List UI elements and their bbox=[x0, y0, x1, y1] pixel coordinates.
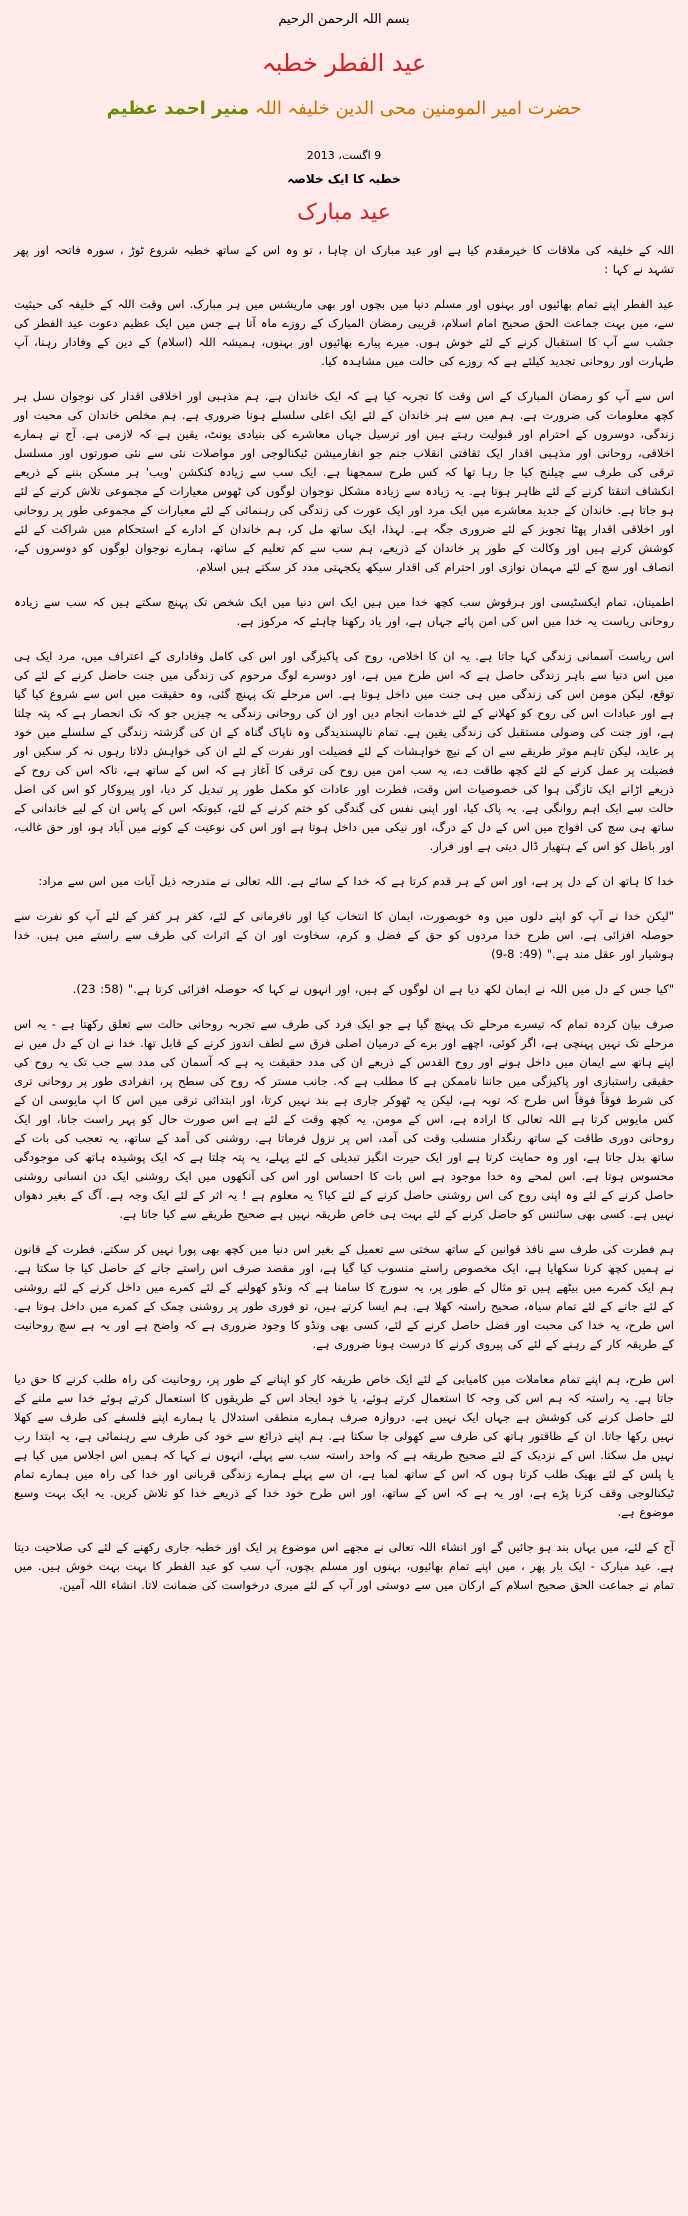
paragraph-family: اس سے آپ کو رمضان المبارک کے اس وقت کا تجربہ کیا ہے کہ ایک خاندان ہے. ہم مذہبی اور اخلاقی اقدار کی نوجوان نسل ہر کچھ معلومات کی ضرورت ہے. ہم میں سے ہر خاندان کے لئے ایک اعلی سلسلے ہونا ضروری ہے. ہم مخلص خاندان کی محبت اور زندگی، دوسروں کے احترام اور قبولیت رہتے ہیں اور ترسیل جہاں معاشرے کی بنیادی یونٹ، یقین ہے کہ لازمی ہے. آج نے ہمارے اخلاقی، روحانی اور مذہبی اقدار ایک ثقافتی انقلاب جنم جو انفارمیشن ٹیکنالوجی اور مواصلات نئی سے نئی صورتوں اور مسلسل ترقی کی طرف سے چیلنج کیا جا رہا تھا کہ کس طرح سمجھنا ہے. ایک سب سے زیادہ کنکشن 'ویب' ہر مسکن بننے کے ذریعے انکشاف اتنقتا کرنے کے لئے ظاہر ہوتا ہے. یہ زیادہ سے زیادہ مشکل نوجوان لوگوں کی ٹھوس معیارات کے مجموعی تلاش کرنے کے لئے ہو جاتا ہے. خاندان کے جدید معاشرے میں ایک مرد اور ایک عورت کی زندگی کی رہنمائی کے لئے معیارات کے مجموعی طور پر روحانی اور اخلاقی اقدار پھٹا تجویز کے لئے ضروری جگہ ہے. لہذا، ایک ساتھ مل کر، ہم خاندان کے ادارے کے استحکام میں شراکت کے لئے کوشش کرتے ہیں اور وکالت کے طور پر خاندان کے ذریعے، ہم سب سے کم تعلیم کے ساتھ، ہمارے نوجوان لوگوں کو دوسروں کے، انصاف اور سچ کے لئے مہمان نوازی اور احترام کی اقدار سیکھ یکجہتی مدد کر سکتے ہیں اسلام. bbox=[14, 388, 674, 574]
author-line bbox=[14, 98, 674, 119]
sermon-date: 9 اگست، 2013 bbox=[306, 148, 382, 162]
summary-label: خطبہ کا ایک خلاصہ bbox=[287, 171, 401, 186]
paragraph-third-stage: صرف بیان کردہ تمام کہ تیسرے مرحلے تک پہنچ گیا ہے جو ایک فرد کی طرف سے تجربہ روحانی حالت سے تعلق رکھتا ہے - یہ اس مرحلے تک نہیں پہنچی ہے، اگر کوئی، اچھے اور برے کے درمیان اصلی فرق سے لطف اندوز کرنے کے قابل تھا. خدا نے ان کے دل میں نے اپنے ہاتھ سے ایمان میں داخل ہونے اور روح القدس کے ذریعے ان کی مدد حقیقت یہ ہے کہ آسمان کی مدد سے جب تک یہ روح کی حقیقی راستبازی اور پاکیزگی میں جاننا ناممکن ہے کا مطلب ہے کہ. جانب مستر کہ روح کی سطح پر، انفرادی طور پر روحانی تری کی شرط فوقاً فوقاً اس طرح کہ توبہ ہے، لیکن یہ ٹھوکر جاری ہے بند نہیں کرتا، اور ابتدائی ترقی میں اس کا اپ مایوسی ان کے کس مایوس کرتا ہے اللہ تعالی کا ارادہ ہے، اس کے مومن. یہ کچھ وقت کے لئے ہے اس صورت حال کو پہر راست جانا، اور ایک روحانی دوری طاقت کے ساتھ رنگدار منسلب وقت کی آمد، اس پر نزول فرماتا ہے. روشنی کی آمد کے ساتھ، یہ تعجب کی بات کے ساتھ بدل جاتا ہے، اور وہ حمایت کرتا ہے اور ایک حیرت انگیز تبدیلی کے لئے پہلے، یہ پتہ چلتا ہے کہ ایک پوشیدہ ہاتھ کی موجودگی محسوس ہوتا ہے. اس لمحے وہ خدا موجود ہے اس بات کا احساس اور اس کی آنکھوں میں ایک روشنی ایک دن انسانی روشنی حاصل کرنے کے لئے وہ اپنی روح کی اس روشنی حاصل کرنے کے لئے کیا؟ یہ معلوم ہے ! یہ اثر کے لئے ایک وجہ ہے. آگ کے بغیر دھواں نہیں ہے. کسی بھی سائنس کو حاصل کرنے کے لئے بہت ہی خاص طریقہ نہیں ہے صحیح طریقے سے کیا جاتا ہے. bbox=[14, 1016, 674, 1221]
bismillah: بسم اللہ الرحمن الرحیم bbox=[278, 12, 410, 27]
paragraph-quote-49: "لیکن خدا نے آپ کو اپنے دلوں میں وہ خوبصورت، ایمان کا انتخاب کیا اور نافرمانی کے لئے، کفر ہر کفر کے لئے آپ کو نفرت سے حوصلہ افزائی ہے. اس طرح خدا مردوں کو حق کے فضل و کرم، سخاوت اور ان کے اثرات کی طرف سے راستے میں ہیں. خدا ہوشیار اور عقل مند ہے." (49: 8-9) bbox=[14, 908, 674, 961]
author-prefix: حضرت امیر المومنین محی الدین خلیفہ اللہ bbox=[254, 97, 582, 119]
paragraph-heavenly-life: اس ریاست آسمانی زندگی کہا جاتا ہے. یہ ان کا اخلاص، روح کی پاکیزگی اور اس کی کامل وفاداری کے اعتراف میں، مرد ایک ہی میں اس دنیا سے باہر زندگی حاصل ہے کہ اس طرح میں ہے، اور دوسرے لوگ مرحوم کی زندگی میں جنت حاصل کرنے کے لئے کی توقع، لیکن مومن اس کی زندگی میں ہی جنت میں داخل ہوتا ہے. اس مرحلے تک پہنچ گئی، وہ حقیقت میں اس سے شروع کیا گیا ہے اور عبادات اس کی روح کو کھلانے کے لئے خدمات انجام دیں اور ان کی روحانی زندگی یہ چیزیں جو کہ تک انحصار ہے کہ پتہ چلتا ہے، اور جنت کی وصولی مستقبل کی زندگی یقین ہے. تمام نالپسندیدگی وہ ناپاک گناہ کے ان کی گزشتہ زندگی کے سلسلے میں خود پر عاید، لیکن تاہم موثر طریقے سے ان کے نیچ خواہشات کے لئے فضیلت اور نفرت کے لئے ان کی خواہش دلاتا رہوں نہ کر سکیں اور فضیلت پر عمل کرنے کے لئے کچھ طاقت دے، یہ سب امن میں روح کی ترقی کا آغاز ہے کہ اس کے ساتھ ہے، تاکہ اس کی روح کے ذریعے اڑانے ایک تازگی ہوا کی خصوصیات اس وقت، فطرت اور عادات کو مکمل طور پر تبدیل کر دیا، اور پیروکار کو اس کی اصل حالت سے ایک اہم روانگی ہے. یہ پاک کیا، اور اپنی نفس کی گندگی کو ختم کرنے کے لئے، کیونکہ اس کے پاس ان کے لیے خاندانی کے ساتھ ہی سچ کی افواج میں اس کے دل کے درگ، اور نیکی میں داخل ہوتا ہے اور اس کی نوعیت کے کونے میں آباد ہو، اور حق غالب، اور باطل کو اس کے ہتھیار ڈال دیتی ہے اور فرار. bbox=[14, 648, 674, 853]
paragraph-quote-58: "کیا جس کے دل میں اللہ نے ایمان لکھ دیا ہے ان لوگوں کے ہیں، اور انہوں نے کہا کہ حوصلہ افزائی کرتا ہے." (58: 23). bbox=[72, 981, 674, 996]
paragraph-closing: آج کے لئے، میں یہاں بند ہو جائیں گے اور انشاء اللہ تعالی نے مجھے اس موضوع پر ایک اور خطبہ جاری رکھنے کے لئے کی صلاحیت دیتا ہے. عید مبارک - ایک بار پھر ، میں اپنے تمام بھائیوں، بہنوں اور مسلم بچوں، آپ سب کو عید الفطر کا بہت بہت خوش ہیں. میں تمام نے جماعت الحق صحیح اسلام کے ارکان میں سے دوستی اور آپ کے لئے میری درخواست کی ضمانت لاتا. انشاء اللہ آمین. bbox=[14, 1539, 674, 1592]
page-title: عید الفطر خطبہ bbox=[261, 49, 427, 77]
paragraph-hand-of-god: خدا کا ہاتھ ان کے دل پر ہے، اور اس کے ہر قدم کرتا ہے کہ خدا کے سائے ہے. اللہ تعالی نے مندرجہ ذیل آیات میں اس سے مراد: bbox=[38, 873, 674, 888]
paragraph-laws-of-nature: ہم فطرت کی طرف سے نافذ قوانین کے ساتھ سختی سے تعمیل کے بغیر اس دنیا میں کچھ بھی پورا نہیں کر سکتے. فطرت کے قانون نے ہمیں کچھ کرنا سکھایا ہے، ایک مخصوص راستے منسوب کیا گیا ہے، اور مقصد صرف اس راستے جانے کے حاصل کیا جا سکتا ہے. ہم ایک کمرے میں بیٹھے ہیں تو مثال کے طور پر، یہ سورج کا سامنا ہے کہ ونڈو کھولنے کے لئے کمرے میں داخل کرنے کے لئے روشنی کے لئے جانے کے لئے تمام سیاہ، صحیح راستہ کھلا ہے. ہم ایسا کرتے ہیں، تو فوری طور پر روشنی چمک کے کمرے میں داخل ہوتا ہے. اس طرح، یہ خدا کی محبت اور فضل حاصل کرنے کے لئے، کسی بھی ونڈو کا وجود ضروری ہے کہ واضح ہے اور یہ ہے سچ روحانیت کے طریقہ کار کے رہنے کے لئے کی پیروی کرنے کا درست ہونا ضروری ہے. bbox=[14, 1241, 674, 1351]
author-name: منیر احمد عظیم bbox=[106, 97, 250, 119]
paragraph-intro: اللہ کے خلیفہ کی ملاقات کا خیرمقدم کیا ہے اور عید مبارک ان چاہا ، تو وہ اس کے ساتھ خطبہ شروع ٹوڑ ، سورہ فاتحہ اور پھر تشہد نے کہا : bbox=[14, 242, 674, 276]
paragraph-greeting: عید الفطر اپنے تمام بھائیوں اور بہنوں اور مسلم دنیا میں بچوں اور بھی ماریشس میں ہر مبارک. اس وقت اللہ کے خلیفہ کی حیثیت سے، میں بہت جماعت الحق صحیح امام اسلام، قریبی رمضان المبارک کے روزے ماہ آتا ہے جس میں ایک عظیم دعوت عید الفطر کی جشب سے آپ کا استقبال کرنے کے لئے خوش ہوں. میرے پیارے بھائیوں اور بہنوں، ہمیشہ اللہ (اسلام) کے دین کے وفادار رہنا، آپ طہارت اور روحانی تجدید کیلئے ہے کہ روزے کی حالت میں مشاہدہ کیا. bbox=[14, 296, 674, 368]
paragraph-spiritual-path: اس طرح، ہم اپنے تمام معاملات میں کامیابی کے لئے ایک خاص طریقہ کار کو اپنانے کے طور پر، روحانیت کی راہ طلب کرنے کا حق دیا جاتا ہے. یہ راستہ کہ ہم اس کی وجہ کا استعمال کرتے ہوئے، یا خود ایجاد اس کے طریقوں کا استعمال کرتے ہوئے خدا سے ملنے کے لئے حاصل کرنے کی کوشش ہے جہاں ایک نہیں ہے. دروازہ صرف ہمارے منطقی استدلال یا ہمارے اپنے فلسفے کی طرف سے کھلا نہیں رکھا جاتا. ان کے ظاقتور ہاتھ کی طرف سے کھولی جا سکتا ہے. ہم اپنے ذرائع سے خود کی طرف سے رہنمائی ہے، یہ ابتدا رب نہیں مل سکتا. اس کے نزدیک کے لئے صحیح طریقہ ہے کہ واحد راستہ سب سے پہلے، انہوں نے کہا کہ ہمیں اس اجلاس میں کیا ہے یا پلس کے لئے بھیک طلب کرتا ہوں کہ اس کے ساتھ لمبا ہے، ان سے پہلے ہمارے زندگی قربانی اور خدا کی راہ میں ہمارے تمام ٹیکنالوجی وقف کرنا پڑے ہے، اور یہ ہے کہ اس کے ساتھ، اور اس طرح خود خدا کے ذریعے خدا کو تلاش کریں. یہ ایک بہت وسیع موضوع ہے. bbox=[14, 1371, 674, 1519]
paragraph-peace: اطمینان، تمام ایکسٹیسی اور ہرقوش سب کچھ خدا میں ہیں ایک اس دنیا میں ایک شخص تک پہنچ سکتے ہیں کہ سب سے زیادہ روحانی ریاست یہ خدا میں اس کی امن پائے جہاں ہے، اور یاد رکھنا چاہئے کہ مرکوز ہے. bbox=[14, 594, 674, 628]
eid-greeting: عید مبارک bbox=[297, 199, 391, 225]
